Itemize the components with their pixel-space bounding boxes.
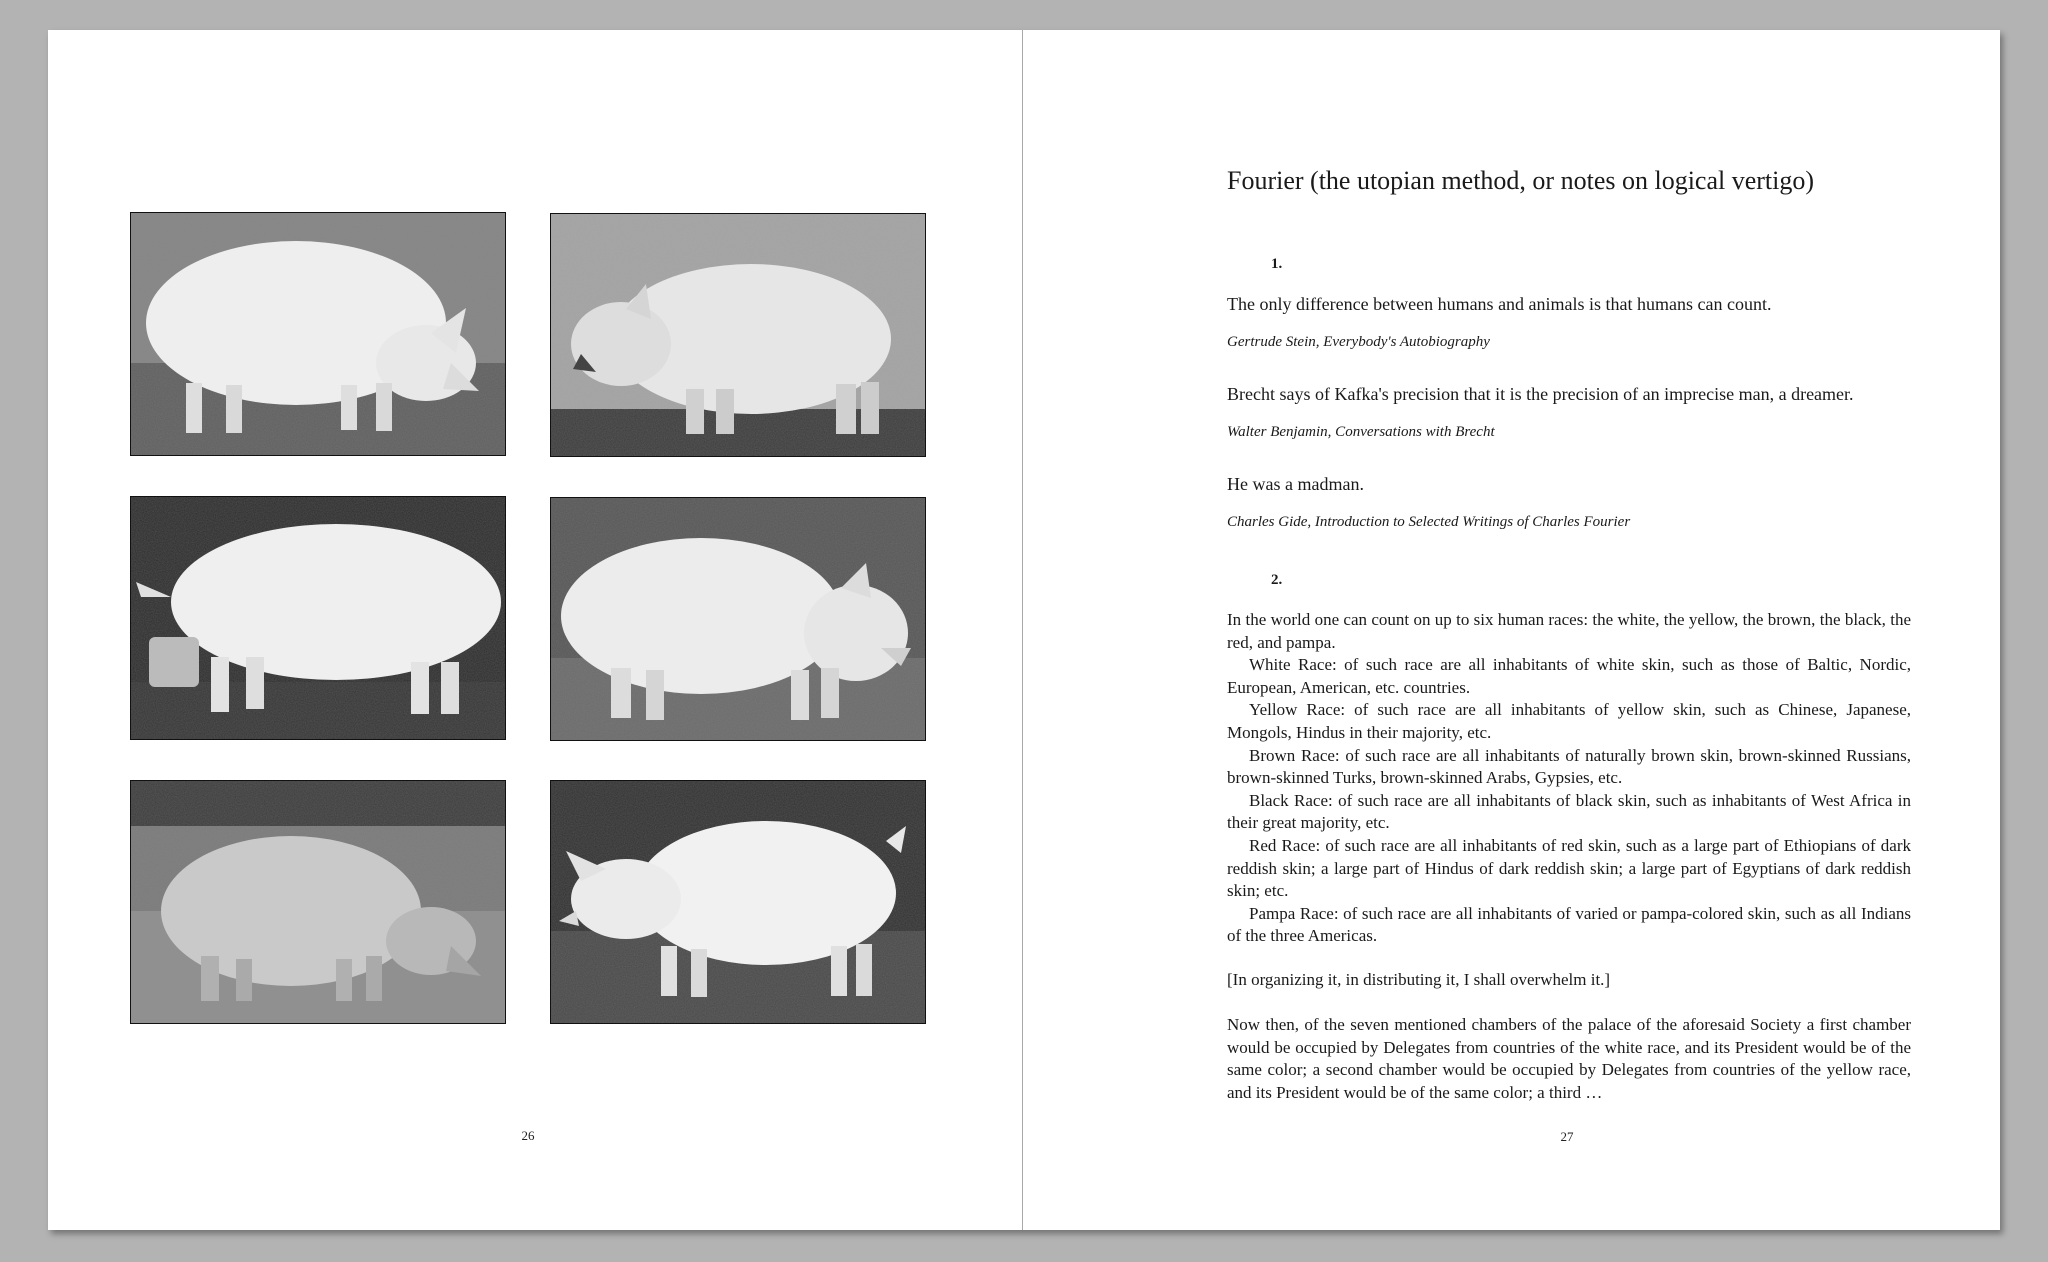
epigraph-quote: Brecht says of Kafka's precision that it is the precision of an imprecise man, a dreamer. — [1227, 384, 1854, 404]
pig-photo — [550, 780, 926, 1024]
right-page — [1023, 30, 2000, 1230]
left-page — [48, 30, 1022, 1230]
chapter-title: Fourier (the utopian method, or notes on logical vertigo) — [1227, 166, 1815, 195]
body-paragraph: Yellow Race: of such race are all inhabitants of yellow skin, such as Chinese, Japanese, Mongols, Hindus in their majority, etc. — [1227, 700, 1911, 742]
book-spread — [48, 30, 2000, 1230]
pig-photo — [550, 497, 926, 741]
epigraph-citation: Gertrude Stein, Everybody's Autobiography — [1227, 334, 1490, 350]
page-number: 26 — [521, 1128, 535, 1143]
page-number: 27 — [1560, 1129, 1574, 1144]
epigraph-quote: The only difference between humans and animals is that humans can count. — [1227, 294, 1772, 314]
epigraph-citation: Charles Gide, Introduction to Selected Writings of Charles Fourier — [1227, 514, 1631, 530]
pig-photo — [130, 780, 506, 1024]
pig-photo — [130, 496, 506, 740]
epigraph-quote: He was a madman. — [1227, 474, 1364, 494]
section-number: 2. — [1271, 572, 1283, 588]
pig-photo — [130, 212, 506, 456]
race-list — [1227, 609, 1911, 948]
closing-paragraph — [1227, 1014, 1911, 1104]
body-paragraph: Black Race: of such race are all inhabitants of black skin, such as inhabitants of West Africa in their great majority, etc. — [1227, 790, 1911, 833]
epigraph-citation: Walter Benjamin, Conversations with Brecht — [1227, 424, 1495, 440]
body-paragraph: Now then, of the seven mentioned chambers of the palace of the aforesaid Society a first chamber would be occupied by Delegates from countries of the white race, and its President would be of the same color; a second chamber would be occupied by Delegates from countries of the yellow race, and its President would be of the same color; a third … — [1227, 1015, 1911, 1102]
body-paragraph: Brown Race: of such race are all inhabitants of naturally brown skin, brown-skinned Russians, brown-skinned Turks, brown-skinned Arabs, Gypsies, etc. — [1227, 745, 1911, 788]
body-paragraph: Red Race: of such race are all inhabitants of red skin, such as a large part of Ethiopians of dark reddish skin; a large part of Hindus of dark reddish skin; a large part of Egyptians of dark reddish skin; etc. — [1227, 835, 1911, 901]
body-paragraph: In the world one can count on up to six human races: the white, the yellow, the brown, the black, the red, and pampa. — [1227, 610, 1911, 652]
body-paragraph: Pampa Race: of such race are all inhabitants of varied or pampa-colored skin, such as all Indians of the three Americas. — [1227, 903, 1911, 946]
bracket-note: [In organizing it, in distributing it, I shall overwhelm it.] — [1227, 970, 1611, 989]
pig-photo — [550, 213, 926, 457]
section-number: 1. — [1271, 256, 1283, 272]
body-paragraph: White Race: of such race are all inhabitants of white skin, such as those of Baltic, Nordic, European, American, etc. countries. — [1227, 655, 1911, 697]
